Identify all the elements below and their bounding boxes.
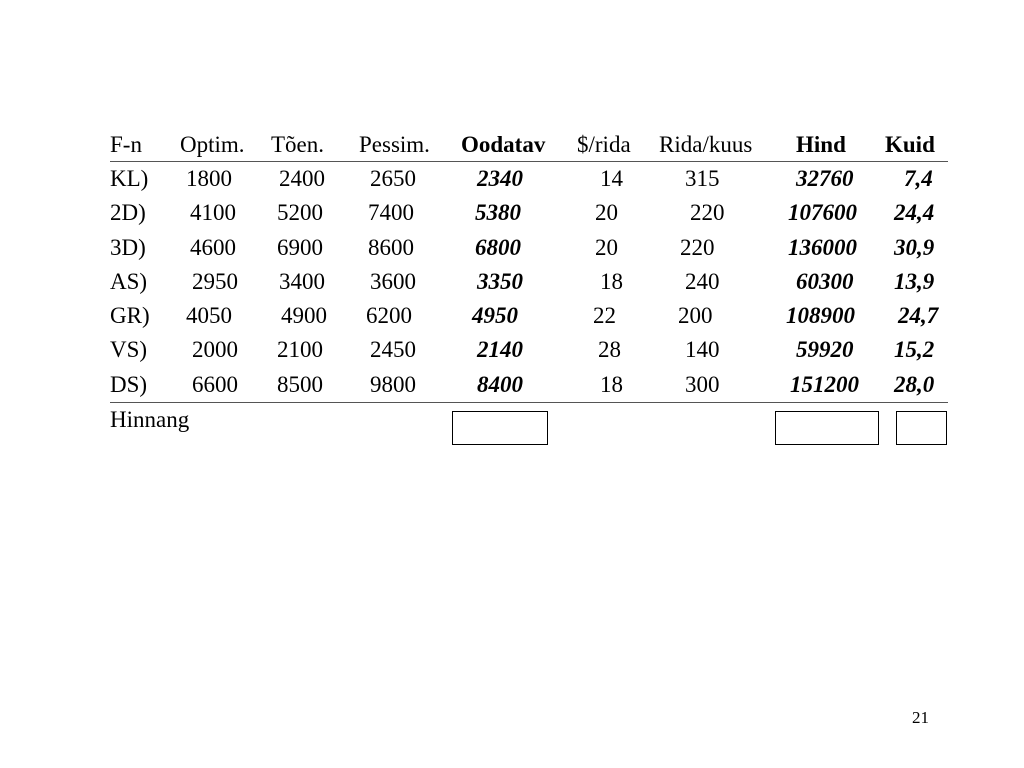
cell-pessim: 3600 [370,268,416,294]
estimate-table [110,128,948,447]
cell-optim: 4100 [190,200,236,226]
cell-pessim: 2450 [370,337,416,363]
cell-toen: 5200 [277,200,323,226]
table-row [110,162,948,196]
page-number: 21 [912,708,929,727]
cell-rows-per-month: 300 [685,371,720,397]
cell-pessim: 9800 [370,371,416,397]
cell-hind: 108900 [786,303,855,329]
oodatav-estimate-box[interactable] [452,411,548,445]
table-footer-row [110,403,948,447]
footer-label: Hinnang [110,407,190,433]
cell-pessim: 6200 [366,303,412,329]
cell-price-per-row: 22 [593,303,616,329]
cell-price-per-row: 28 [598,337,621,363]
row-code: VS) [110,337,148,363]
header-kuid: Kuid [885,132,935,157]
cell-toen: 8500 [277,371,323,397]
row-code: DS) [110,371,148,397]
cell-kuid: 24,7 [898,303,939,329]
cell-kuid: 13,9 [894,268,935,294]
row-code: GR) [110,303,150,329]
header-toen: Tõen. [271,132,325,157]
cell-price-per-row: 18 [600,371,623,397]
cell-oodatav: 3350 [477,268,523,294]
cell-oodatav: 2340 [477,166,523,191]
row-code: KL) [110,166,149,191]
cell-optim: 6600 [192,371,238,397]
row-code: 3D) [110,234,146,260]
table-row [110,333,948,367]
cell-price-per-row: 20 [595,234,618,260]
cell-hind: 32760 [796,166,854,191]
cell-pessim: 8600 [368,234,414,260]
cell-rows-per-month: 220 [680,234,715,260]
cell-optim: 4600 [190,234,236,260]
cell-price-per-row: 20 [595,200,618,226]
table-row [110,368,948,403]
table-header-row [110,128,948,162]
cell-pessim: 7400 [368,200,414,226]
cell-price-per-row: 18 [600,268,623,294]
cell-kuid: 28,0 [894,371,935,397]
cell-oodatav: 8400 [477,371,523,397]
row-code: 2D) [110,200,146,226]
cell-oodatav: 6800 [475,234,521,260]
cell-rows-per-month: 200 [678,303,713,329]
table-row [110,231,948,265]
header-optim: Optim. [180,132,245,157]
cell-hind: 136000 [788,234,857,260]
cell-rows-per-month: 315 [685,166,720,191]
cell-pessim: 2650 [370,166,416,191]
cell-toen: 4900 [281,303,327,329]
kuid-estimate-box[interactable] [896,411,947,445]
cell-optim: 1800 [186,166,232,191]
cell-kuid: 15,2 [894,337,935,363]
cell-hind: 60300 [796,268,854,294]
cell-rows-per-month: 240 [685,268,720,294]
cell-kuid: 7,4 [904,166,933,191]
table-row [110,299,948,333]
header-pessim: Pessim. [359,132,430,157]
cell-optim: 4050 [186,303,232,329]
cell-rows-per-month: 140 [685,337,720,363]
header-oodatav: Oodatav [461,132,546,157]
cell-toen: 3400 [279,268,325,294]
cell-rows-per-month: 220 [690,200,725,226]
row-code: AS) [110,268,148,294]
cell-optim: 2000 [192,337,238,363]
cell-hind: 59920 [796,337,854,363]
cell-price-per-row: 14 [600,166,623,191]
cell-kuid: 24,4 [894,200,935,226]
cell-toen: 6900 [277,234,323,260]
cell-oodatav: 2140 [477,337,523,363]
cell-toen: 2400 [279,166,325,191]
cell-kuid: 30,9 [894,234,935,260]
hind-estimate-box[interactable] [775,411,879,445]
cell-toen: 2100 [277,337,323,363]
cell-optim: 2950 [192,268,238,294]
header-hind: Hind [796,132,846,157]
table-row [110,196,948,230]
header-rows-per-month: Rida/kuus [659,132,753,157]
header-price-per-row: $/rida [577,132,631,157]
table-row [110,265,948,299]
cell-oodatav: 5380 [475,200,521,226]
cell-hind: 107600 [788,200,857,226]
cell-oodatav: 4950 [472,303,518,329]
header-fn: F-n [110,132,142,157]
cell-hind: 151200 [790,371,859,397]
